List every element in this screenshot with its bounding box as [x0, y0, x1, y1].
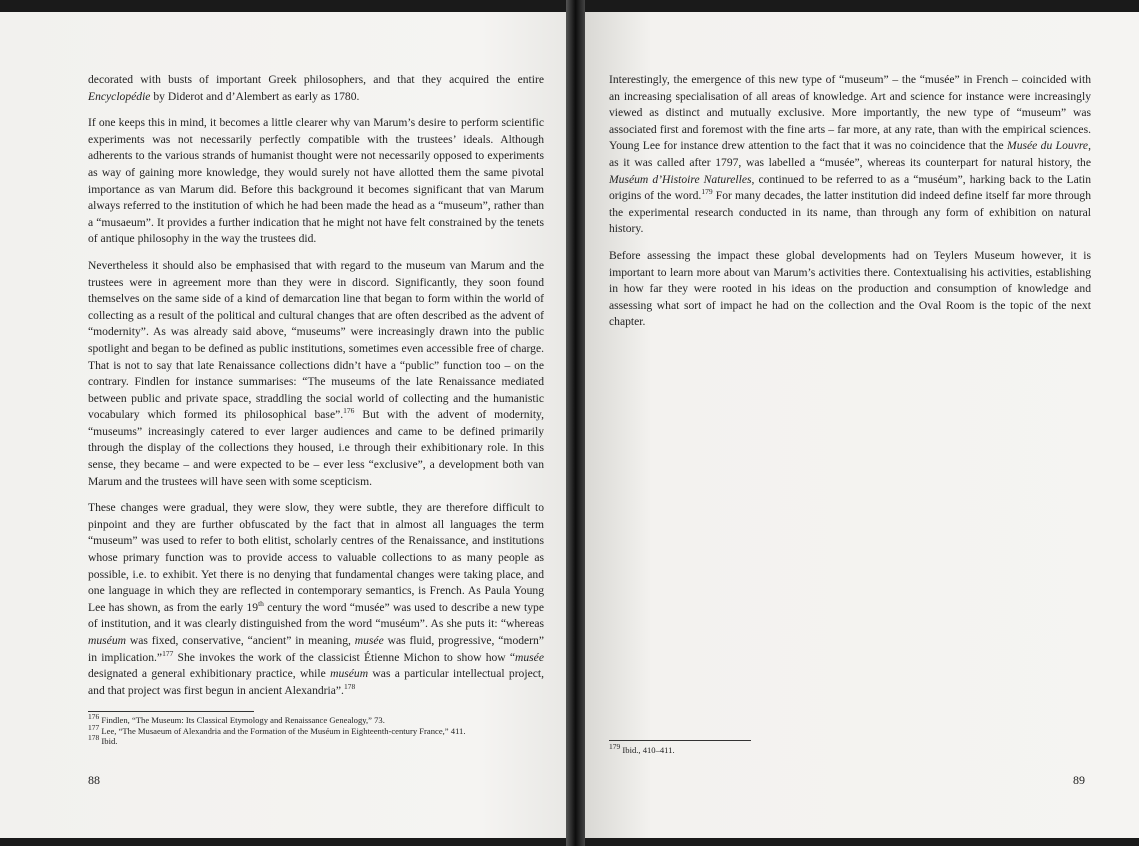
paragraph: decorated with busts of important Greek philosophers, and that they acquired the entire Encyclopédie by Diderot and d’Alembert as early as 1780.	[88, 73, 544, 103]
footnotes	[609, 742, 675, 756]
footnote-rule	[609, 740, 751, 741]
footnote-ref: 179	[701, 187, 713, 197]
footnote-ref: 178	[343, 681, 356, 691]
footnote-rule	[88, 711, 254, 712]
page-number: 88	[88, 773, 100, 787]
page-number: 89	[1073, 773, 1085, 787]
paragraph: Before assessing the impact these global developments had on Teylers Museum however, it is important to learn more about van Marum’s activities there. Contextualising his activities, establishing in how far they were rooted in his ideas on the production and consumption of knowledge and assessing what sort of impact he had on the collection and the Oval Room is the topic of the next chapter.	[609, 248, 1091, 329]
footnote: $^{176}$ Findlen, “The Museum: Its Classical Etymology and Renaissance Genealogy,” 73.	[88, 712, 385, 725]
paragraph: Interestingly, the emergence of this new type of “museum” – the “musée” in French – coincided with an increasing specialisation of all areas of knowledge. Art and science for instance were increasingly viewed as distinct and mutually exclusive. More importantly, the new type of “museum” was associated first and foremost with the fine arts – far more, at any rate, than with the empirical sciences. Young Lee for instance drew attention to the fact that it was no coincidence that the Musée du Louvre, as it was called after 1797, was labelled a “musée”, whereas its counterpart for natural history, the Muséum d’Histoire Naturelles, continued to be referred to as a “muséum”, harking back to the Latin origins of the word.$^{179}$ For many decades, the latter institution did indeed define itself far more through the experimental research conducted in its name, than through any form of exhibition on natural history.	[609, 73, 1092, 236]
book-gutter	[566, 0, 585, 846]
footnote: $^{177}$ Lee, “The Musaeum of Alexandria and the Formation of the Muséum in Eighteenth-century France,” 411.	[88, 722, 466, 736]
right-page	[585, 12, 1139, 838]
left-page-body	[88, 72, 544, 709]
footnote-ref: 177	[162, 648, 174, 658]
paragraph: These changes were gradual, they were slow, they were subtle, they are therefore difficult to pinpoint and they are further obfuscated by the fact that in almost all languages the term “museum” was used to refer to both elitist, scholarly centres of the Renaissance, and institutions whose primary function was to provide access to valuable collections to as many people as possible, i.e. to exhibit. Yet there is no denying that fundamental changes were taking place, and one language in which they are reflected in contemporary semantics, is French. As Paula Young Lee has shown, as from the early 19th century the word “musée” was used to describe a new type of institution, and it was clearly distinguished from the word “muséum”. As she puts it: “whereas muséum was fixed, conservative, “ancient” in meaning, musée was fluid, progressive, “modern” in implication.”$^{177}$ She invokes the work of the classicist Étienne Michon to show how “musée designated a general exhibitionary practice, while muséum was a particular intellectual project, and that project was first begun in ancient Alexandria”.$^{178}$	[88, 501, 544, 697]
paragraph: Nevertheless it should also be emphasised that with regard to the museum van Marum and the trustees were in agreement more than they were in discord. Significantly, they soon found themselves on the same side of a kind of demarcation line that began to form within the world of collecting as a result of the political and cultural changes that are often described as the advent of “modernity”. As was already said above, “museums” were increasingly drawn into the public spotlight and began to be defined as public institutions, sometimes even accessible free of charge. That is not to say that late Renaissance collections didn’t have a “public” function too – on the contrary. Findlen for instance summarises: “The museums of the late Renaissance mediated between public and private space, straddling the social world of collecting and the humanistic vocabulary which formed its philosophical base”.$^{176}$ But with the advent of modernity, “museums” increasingly catered to ever larger audiences and came to be defined primarily through the display of the collections they housed, i.e through their exhibitionary role. In this sense, they became – and were expected to be – ever less “exclusive”, a development both van Marum and the trustees will have seen with some scepticism.	[88, 258, 544, 488]
footnote: $^{179}$ Ibid., 410–411.	[609, 742, 675, 755]
footnote: $^{178}$ Ibid.	[88, 733, 118, 747]
footnotes	[88, 712, 466, 747]
footnote-ref: 176	[343, 406, 355, 416]
paragraph: If one keeps this in mind, it becomes a little clearer why van Marum’s desire to perform scientific experiments was not necessarily perfectly compatible with the trustees’ ideals. Although adherents to the various strands of humanist thought were not necessarily opposed to experiments as way of gaining more knowledge, they would surely not have allotted them the same pivotal importance as van Marum did. Before this background it becomes significant that van Marum always referred to the institution of which he had been made the head as a “museum”, rather than a “musaeum”. It provides a further indication that he might not have felt constrained by the tenets of antique philosophy in the way the trustees did.	[88, 116, 544, 246]
right-page-body	[609, 72, 1091, 341]
left-page	[0, 12, 566, 838]
